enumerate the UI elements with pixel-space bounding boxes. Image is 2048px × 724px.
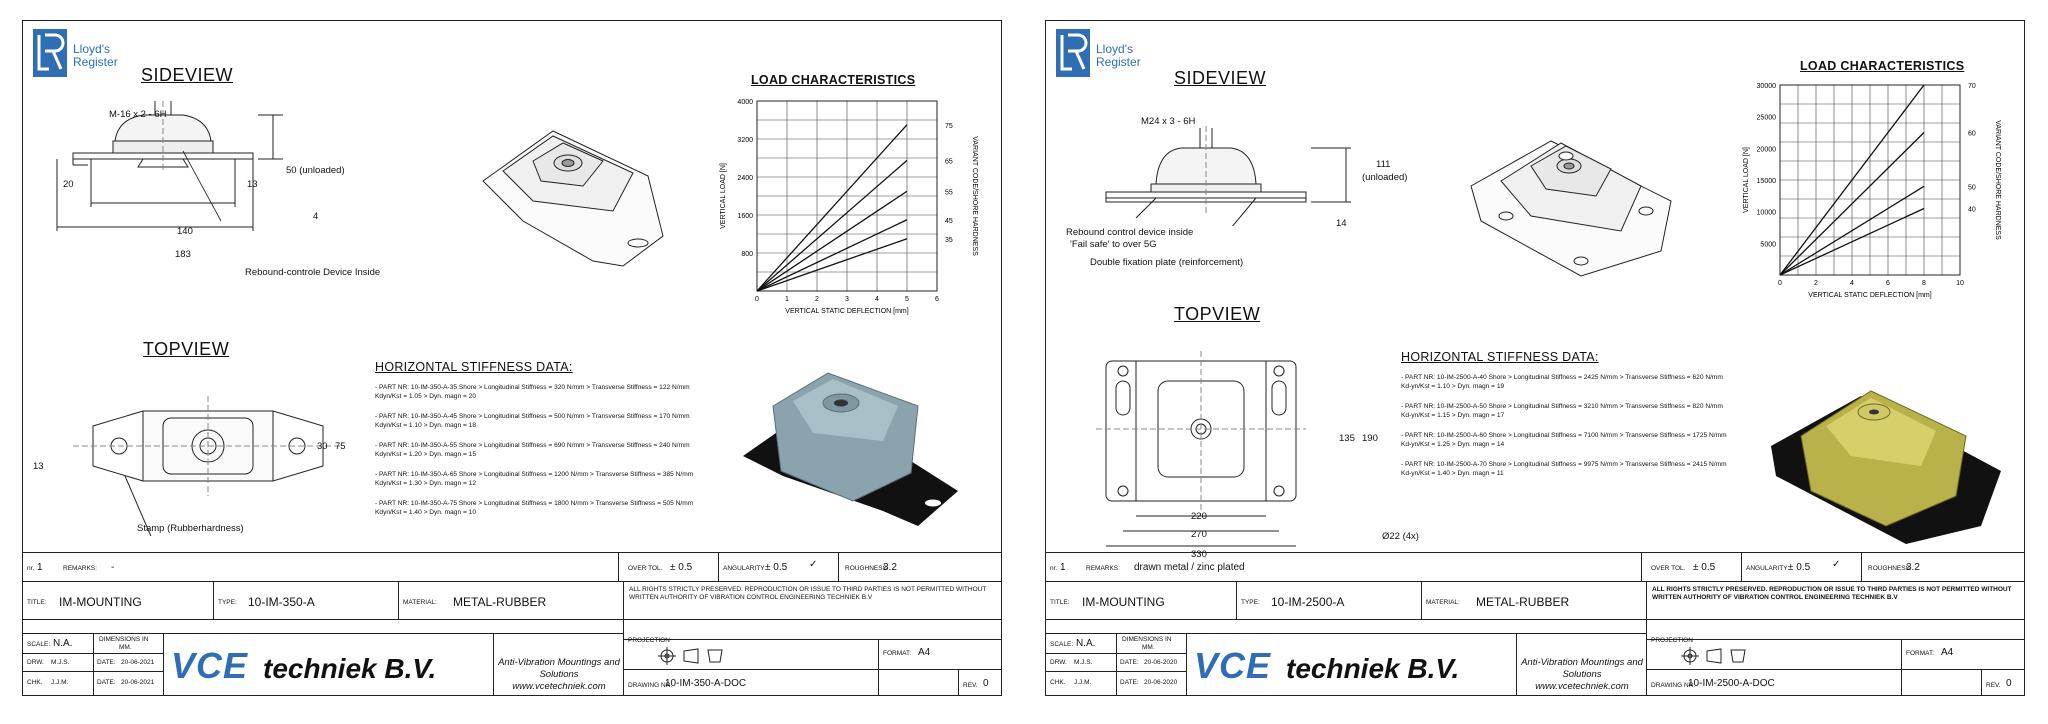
series-line — [757, 125, 907, 291]
date-label: DATE: — [1120, 659, 1139, 666]
top-dim-75: 75 — [335, 441, 346, 452]
tagline-block: Anti-Vibration Mountings and Solutions www.vcetechniek.com — [1521, 657, 1643, 692]
ang-value: ± 0.5 — [765, 562, 788, 573]
thread-label: M-16 x 2 - 6H — [109, 109, 167, 120]
mount-render-grey — [733, 361, 963, 531]
stiffness-item: - PART NR: 10-IM-350-A-55 Shore > Longitudinal Stiffness = 690 N/mm > Transverse Stiffness = 240 N/mm Kdyn/Kst = 1.20 > Dyn. magn = 15 — [375, 442, 690, 458]
mount-render-yellow — [1766, 376, 2006, 546]
nr-label: nr. — [27, 565, 35, 572]
y2-axis-label: VARIANT CODE/SHORE HARDNESS — [971, 136, 978, 256]
drawing-sheet-2 — [1045, 20, 2025, 696]
dim-unloaded: 50 (unloaded) — [286, 165, 345, 176]
series-label: 50 — [1968, 184, 1976, 192]
x-axis-label: VERTICAL STATIC DEFLECTION [mm] — [785, 308, 909, 315]
tol-value: ± 0.5 — [670, 562, 693, 573]
format-label: FORMAT: — [1906, 650, 1935, 657]
top-dim-270: 270 — [1191, 529, 1207, 540]
type-value: 10-IM-2500-A — [1271, 595, 1345, 609]
tol-value: ± 0.5 — [1693, 562, 1716, 573]
x-tick-label: 6 — [1886, 280, 1890, 287]
x-tick-label: 1 — [785, 296, 789, 303]
dim-20: 20 — [63, 179, 74, 190]
y-tick-label: 10000 — [1756, 209, 1776, 217]
isometric-wireframe — [1461, 111, 1681, 281]
nr-value: 1 — [1060, 562, 1066, 573]
chk-label: CHK. — [1050, 679, 1066, 686]
chk-label: CHK. — [27, 679, 43, 686]
series-line — [757, 160, 907, 291]
lr-emblem-icon — [1056, 29, 1090, 77]
remarks-value: - — [111, 562, 115, 573]
rough-value: 3.2 — [1906, 562, 1920, 573]
y-tick-label: 20000 — [1756, 146, 1776, 154]
series-label: 40 — [1968, 206, 1976, 214]
rights-text: ALL RIGHTS STRICTLY PRESERVED. REPRODUCTION OR ISSUE TO THIRD PARTIES IS NOT PERMITTED WITHOUT WRITTEN AUTHORITY OF VIBRATION CONTROL ENGINEERING TECHNIEK B.V — [1652, 586, 2012, 601]
series-label: 75 — [945, 122, 953, 130]
x-tick-label: 6 — [935, 296, 939, 303]
stiffness-item: - PART NR: 10-IM-2500-A-40 Shore > Longitudinal Stiffness = 2425 N/mm > Transverse Stiffness = 620 N/mm Kd-yn/Kst = 1.10 > Dyn. magn = 19 — [1401, 374, 1723, 390]
series-line — [757, 191, 907, 291]
dim-unloaded: (unloaded) — [1362, 172, 1408, 183]
material-label: MATERIAL: — [403, 599, 437, 606]
logo-line2: Register — [1096, 55, 1141, 69]
nr-label: nr. — [1050, 565, 1058, 572]
top-dim-30: 30 — [317, 441, 328, 452]
sideview-drawing — [1096, 106, 1356, 226]
stiffness-item: - PART NR: 10-IM-350-A-35 Shore > Longitudinal Stiffness = 320 N/mm > Transverse Stiffness = 122 N/mm Kdyn/Kst = 1.05 > Dyn. magn = 20 — [375, 384, 690, 400]
rights-text: ALL RIGHTS STRICTLY PRESERVED. REPRODUCTION OR ISSUE TO THIRD PARTIES IS NOT PERMITTED WITHOUT WRITTEN AUTHORITY OF VIBRATION CONTROL ENGINEERING TECHNIEK B.V — [629, 586, 987, 601]
scale-label: SCALE: — [27, 641, 51, 648]
check-mark-icon: ✓ — [1832, 559, 1841, 570]
rebound-label-2: 'Fail safe' to over 5G — [1070, 239, 1157, 250]
date2-value: 20-06-2020 — [1144, 679, 1178, 686]
format-value: A4 — [918, 647, 931, 658]
x-tick-label: 0 — [755, 296, 759, 303]
stiffness-list — [375, 383, 693, 528]
tol-label: OVER TOL. — [628, 565, 663, 572]
topview-title: TOPVIEW — [1174, 304, 1261, 324]
x-tick-label: 10 — [1956, 280, 1964, 287]
rev-value: 0 — [2006, 678, 2012, 689]
date-label: DATE: — [97, 679, 116, 686]
series-line — [757, 239, 907, 291]
lr-emblem-icon — [33, 29, 67, 77]
x-tick-label: 4 — [875, 296, 879, 303]
sideview-title: SIDEVIEW — [141, 65, 234, 85]
top-dim-22: Ø22 (4x) — [1382, 531, 1419, 542]
y-axis-label: VERTICAL LOAD [N] — [720, 163, 727, 229]
projection-symbol-icon — [658, 647, 728, 665]
rough-label: ROUGHNESS — [845, 565, 887, 572]
logo-line2: Register — [73, 55, 118, 69]
dims-value: MM. — [119, 644, 132, 651]
rev-value: 0 — [983, 678, 989, 689]
scale-value: N.A. — [53, 638, 73, 649]
rough-label: ROUGHNESS — [1868, 565, 1910, 572]
x-tick-label: 2 — [1814, 280, 1818, 287]
series-label: 35 — [945, 236, 953, 244]
type-label: TYPE: — [218, 599, 237, 606]
top-dim-330: 330 — [1191, 549, 1207, 560]
date-label: DATE: — [1120, 679, 1139, 686]
material-label: MATERIAL: — [1426, 599, 1460, 606]
ang-label: ANGULARITY — [723, 565, 765, 572]
drawing-sheet-1 — [22, 20, 1002, 696]
dims-label: DIMENSIONS IN — [1122, 636, 1172, 643]
y-tick-label: 25000 — [1756, 114, 1776, 122]
format-label: FORMAT: — [883, 650, 912, 657]
y2-axis-label: VARIANT CODE/SHORE HARDNESS — [1994, 120, 2001, 240]
top-dim-13: 13 — [33, 461, 44, 472]
x-tick-label: 8 — [1922, 280, 1926, 287]
dims-label: DIMENSIONS IN — [99, 636, 149, 643]
type-value: 10-IM-350-A — [248, 595, 315, 609]
company-vce: VCE — [1194, 645, 1272, 686]
load-chart — [713, 93, 1003, 333]
series-label: 45 — [945, 217, 953, 225]
logo-line1: Lloyd's — [1096, 42, 1133, 56]
stiffness-item: - PART NR: 10-IM-2500-A-50 Shore > Longitudinal Stiffness = 3210 N/mm > Transverse Stiffness = 820 N/mm Kd-yn/Kst = 1.15 > Dyn. magn = 17 — [1401, 403, 1723, 419]
series-line — [757, 220, 907, 291]
y-tick-label: 1600 — [737, 213, 753, 220]
company-vce: VCE — [171, 645, 249, 686]
dim-140: 140 — [177, 226, 193, 237]
date1-value: 20-06-2021 — [121, 659, 155, 666]
projection-symbol-icon — [1681, 647, 1751, 665]
stiffness-item: - PART NR: 10-IM-2500-A-70 Shore > Longitudinal Stiffness = 9975 N/mm > Transverse Stiffness = 2415 N/mm Kd-yn/Kst = 1.40 > Dyn. magn = 11 — [1401, 461, 1727, 477]
title-block — [1046, 552, 2024, 695]
date-label: DATE: — [97, 659, 116, 666]
rev-label: REV. — [963, 682, 978, 689]
drawing-label: DRAWING NR. — [1651, 682, 1696, 689]
dim-183: 183 — [175, 249, 191, 260]
dims-value: MM. — [1142, 644, 1155, 651]
check-mark-icon: ✓ — [809, 559, 818, 570]
material-value: METAL-RUBBER — [1476, 595, 1570, 609]
dim-14: 14 — [1336, 218, 1347, 229]
rebound-label-1: Rebound control device inside — [1066, 227, 1194, 238]
y-tick-label: 5000 — [1760, 241, 1776, 249]
company-techniek: techniek B.V. — [263, 653, 437, 684]
x-tick-label: 0 — [1778, 280, 1782, 287]
stiffness-title: HORIZONTAL STIFFNESS DATA: — [1401, 350, 1599, 364]
lloyds-register-logo — [33, 29, 153, 85]
x-tick-label: 3 — [845, 296, 849, 303]
x-tick-label: 4 — [1850, 280, 1854, 287]
x-tick-label: 5 — [905, 296, 909, 303]
material-value: METAL-RUBBER — [453, 595, 547, 609]
date2-value: 20-06-2021 — [121, 679, 155, 686]
dim-13: 13 — [247, 179, 258, 190]
x-axis-label: VERTICAL STATIC DEFLECTION [mm] — [1808, 292, 1932, 299]
y-axis-label: VERTICAL LOAD [N] — [1743, 147, 1750, 213]
remarks-value: drawn metal / zinc plated — [1134, 562, 1245, 573]
title-label: TITLE: — [1050, 599, 1070, 606]
stamp-label: Stamp (Rubberhardness) — [137, 523, 244, 534]
stiffness-list — [1401, 373, 1727, 489]
y-tick-label: 800 — [741, 251, 753, 258]
tol-label: OVER TOL. — [1651, 565, 1686, 572]
x-tick-label: 2 — [815, 296, 819, 303]
y-tick-label: 15000 — [1756, 178, 1776, 185]
drw-label: DRW. — [27, 659, 44, 666]
proj-label: PROJECTION — [1651, 637, 1693, 644]
stiffness-item: - PART NR: 10-IM-350-A-65 Shore > Longitudinal Stiffness = 1200 N/mm > Transverse Stiffness = 385 N/mm Kdyn/Kst = 1.30 > Dyn. magn = 12 — [375, 471, 694, 487]
top-dim-190: 190 — [1362, 433, 1378, 444]
y-tick-label: 3200 — [737, 137, 753, 144]
dim-4: 4 — [313, 211, 319, 222]
title-value: IM-MOUNTING — [59, 595, 142, 609]
logo-line1: Lloyd's — [73, 42, 110, 56]
top-dim-220: 220 — [1191, 511, 1207, 522]
drw-value: M.J.S. — [1074, 659, 1093, 666]
isometric-wireframe — [463, 101, 683, 271]
y-tick-label: 4000 — [737, 99, 753, 106]
type-label: TYPE: — [1241, 599, 1260, 606]
load-chart-title: LOAD CHARACTERISTICS — [751, 73, 916, 87]
scale-value: N.A. — [1076, 638, 1096, 649]
top-dim-135: 135 — [1339, 433, 1355, 444]
load-chart-title: LOAD CHARACTERISTICS — [1800, 59, 1965, 73]
drw-label: DRW. — [1050, 659, 1067, 666]
topview-drawing — [43, 366, 343, 536]
tagline-block: Anti-Vibration Mountings and Solutions www.vcetechniek.com — [498, 657, 620, 692]
drawing-value: 10-IM-350-A-DOC — [665, 678, 747, 689]
date1-value: 20-06-2020 — [1144, 659, 1178, 666]
topview-title: TOPVIEW — [143, 339, 230, 359]
remarks-label: REMARKS: — [63, 565, 97, 572]
title-value: IM-MOUNTING — [1082, 595, 1165, 609]
rev-label: REV. — [1986, 682, 2001, 689]
series-label: 65 — [945, 158, 953, 166]
company-techniek: techniek B.V. — [1286, 653, 1460, 684]
series-label: 70 — [1968, 83, 1976, 90]
series-label: 55 — [945, 189, 953, 197]
chk-value: J.J.M. — [1074, 679, 1092, 686]
chk-value: J.J.M. — [51, 679, 69, 686]
title-block — [23, 552, 1001, 695]
fixation-label: Double fixation plate (reinforcement) — [1090, 257, 1244, 268]
ang-label: ANGULARITY — [1746, 565, 1788, 572]
rough-value: 3.2 — [883, 562, 897, 573]
stiffness-item: - PART NR: 10-IM-350-A-45 Shore > Longitudinal Stiffness = 500 N/mm > Transverse Stiffness = 170 N/mm Kdyn/Kst = 1.10 > Dyn. magn = 18 — [375, 413, 690, 429]
lloyds-register-logo — [1056, 29, 1176, 85]
nr-value: 1 — [37, 562, 43, 573]
stiffness-item: - PART NR: 10-IM-350-A-75 Shore > Longitudinal Stiffness = 1800 N/mm > Transverse Stiffness = 505 N/mm Kdyn/Kst = 1.40 > Dyn. magn = 10 — [375, 500, 694, 516]
title-label: TITLE: — [27, 599, 47, 606]
ang-value: ± 0.5 — [1788, 562, 1811, 573]
stiffness-item: - PART NR: 10-IM-2500-A-60 Shore > Longitudinal Stiffness = 7100 N/mm > Transverse Stiffness = 1725 N/mm Kd-yn/Kst = 1.25 > Dyn. magn = 14 — [1401, 432, 1727, 448]
load-chart — [1736, 77, 2026, 317]
scale-label: SCALE: — [1050, 641, 1074, 648]
drawing-value: 10-IM-2500-A-DOC — [1688, 678, 1775, 689]
stiffness-title: HORIZONTAL STIFFNESS DATA: — [375, 360, 573, 374]
drw-value: M.J.S. — [51, 659, 70, 666]
thread-label: M24 x 3 - 6H — [1141, 116, 1196, 127]
proj-label: PROJECTION — [628, 637, 670, 644]
y-tick-label: 2400 — [737, 175, 753, 182]
series-label: 60 — [1968, 130, 1976, 138]
remarks-label: REMARKS: — [1086, 565, 1120, 572]
sideview-title: SIDEVIEW — [1174, 68, 1267, 88]
rebound-label: Rebound-controle Device Inside — [245, 267, 381, 278]
y-tick-label: 30000 — [1756, 83, 1776, 90]
drawing-label: DRAWING NR. — [628, 682, 673, 689]
format-value: A4 — [1941, 647, 1954, 658]
dim-111: 111 — [1376, 159, 1391, 170]
